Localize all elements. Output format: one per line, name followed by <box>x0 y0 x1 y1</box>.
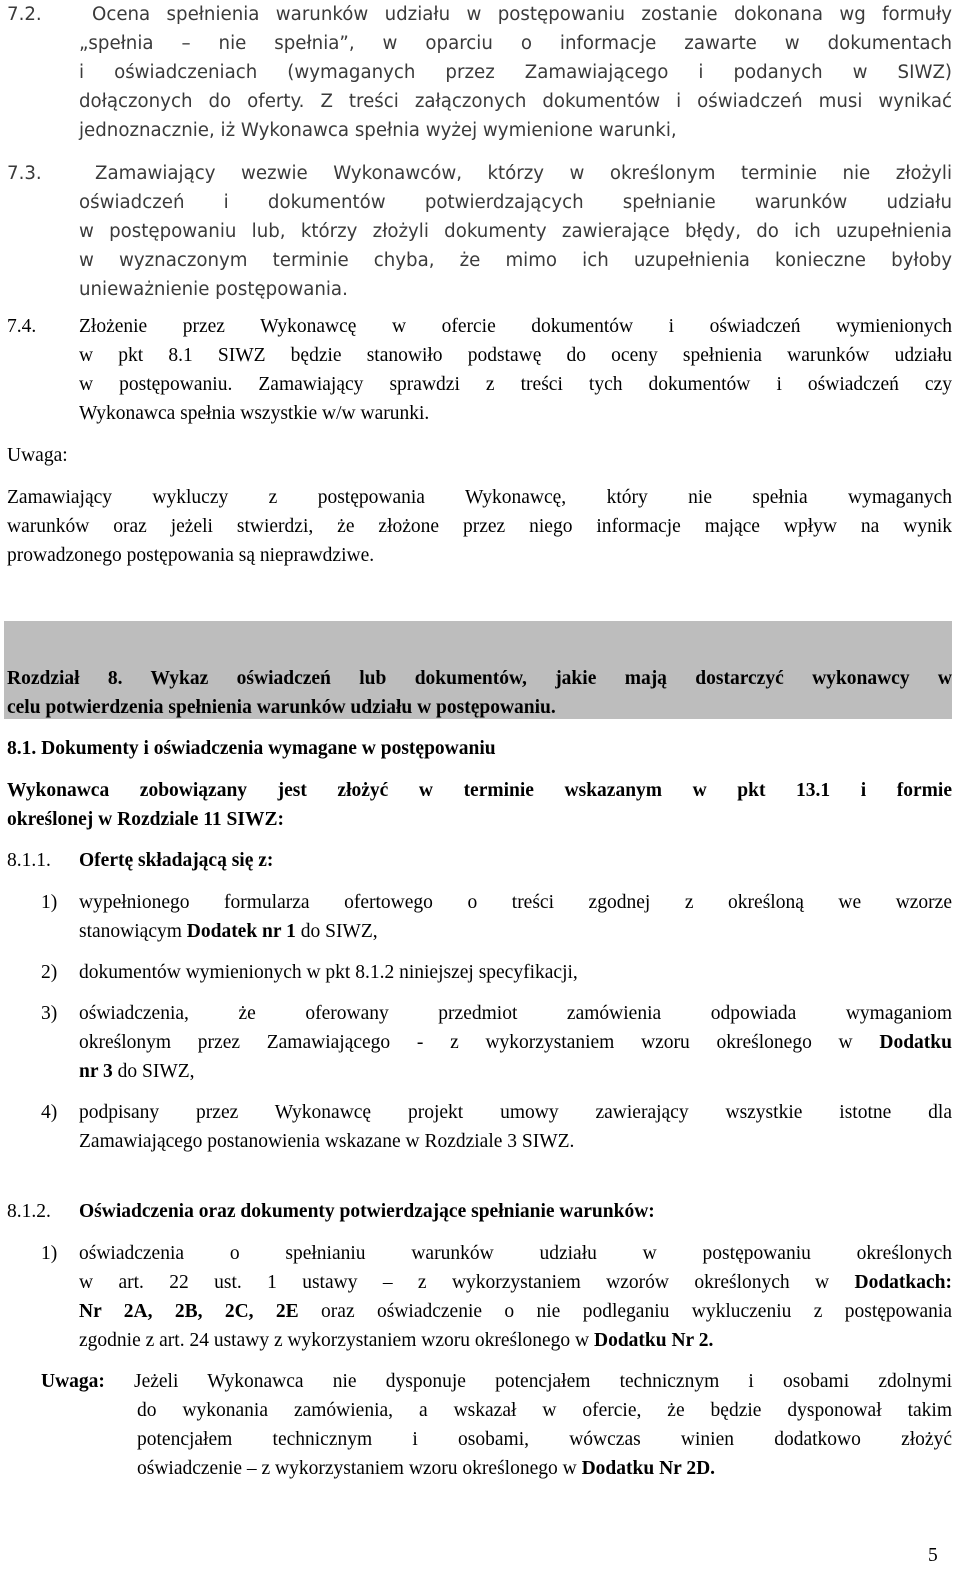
list-item-line: Zamawiającego postanowienia wskazane w Rozdziale 3 SIWZ. <box>79 1131 575 1152</box>
section-title: Ofertę składającą się z: <box>79 850 274 871</box>
section-heading: 8.1. Dokumenty i oświadczenia wymagane w postępowaniu <box>7 738 496 759</box>
list-item-line: zgodnie z art. 24 ustawy z wykorzystaniem wzoru określonego w Dodatku Nr 2. <box>79 1330 714 1351</box>
section-number: 7.3. <box>7 163 42 184</box>
paragraph-line: dołączonych do oferty. Z treści załączonych dokumentów i oświadczeń musi wynikać <box>79 91 952 112</box>
note-line: potencjałem technicznym i osobami, wówczas winien dodatkowo złożyć <box>137 1429 952 1450</box>
paragraph-line: Wykonawca spełnia wszystkie w/w warunki. <box>79 403 430 424</box>
list-number: 3) <box>41 1003 58 1024</box>
section-number: 8.1.2. <box>7 1201 51 1222</box>
paragraph-line: Wykonawca zobowiązany jest złożyć w terminie wskazanym w pkt 13.1 i formie <box>7 780 952 801</box>
list-item-line: dokumentów wymienionych w pkt 8.1.2 niniejszej specyfikacji, <box>79 962 578 983</box>
dodatek-ref: Dodatku Nr 2D. <box>581 1458 716 1479</box>
dodatek-ref: Nr 2A, 2B, 2C, 2E <box>79 1301 299 1322</box>
chapter-title-line: Rozdział 8. Wykaz oświadczeń lub dokumentów, jakie mają dostarczyć wykonawcy w <box>7 668 952 689</box>
paragraph-line: w wyznaczonym terminie chyba, że mimo ich uzupełnienia konieczne byłoby <box>79 250 952 271</box>
paragraph-line: oświadczeń i dokumentów potwierdzających spełnianie warunków udziału <box>79 192 952 213</box>
list-item-line: określonym przez Zamawiającego - z wykorzystaniem wzoru określonego w Dodatku <box>79 1032 952 1053</box>
note-line: oświadczenie – z wykorzystaniem wzoru określonego w Dodatku Nr 2D. <box>137 1458 716 1479</box>
section-number: 7.2. <box>7 4 42 25</box>
paragraph-line: w pkt 8.1 SIWZ będzie stanowiło podstawę do oceny spełnienia warunków udziału <box>79 345 952 366</box>
dodatek-ref: Dodatkach: <box>854 1272 952 1293</box>
paragraph-line: Zamawiający wykluczy z postępowania Wykonawcę, który nie spełnia wymaganych <box>7 487 952 508</box>
paragraph-line: prowadzonego postępowania są nieprawdziwe. <box>7 545 375 566</box>
paragraph-line: Zamawiający wezwie Wykonawców, którzy w określonym terminie nie złożyli <box>95 163 952 184</box>
list-number: 1) <box>41 1243 58 1264</box>
paragraph-line: unieważnienie postępowania. <box>79 279 348 300</box>
dodatek-ref: Dodatku Nr 2. <box>593 1330 714 1351</box>
paragraph-line: Ocena spełnienia warunków udziału w postępowaniu zostanie dokonana wg formuły <box>92 4 952 25</box>
chapter-title-line: celu potwierdzenia spełnienia warunków udziału w postępowaniu. <box>7 697 556 718</box>
paragraph-line: i oświadczeniach (wymaganych przez Zamawiającego i podanych w SIWZ) <box>79 62 952 83</box>
list-item-line: Nr 2A, 2B, 2C, 2E oraz oświadczenie o nie podleganiu wykluczeniu z postępowania <box>79 1301 952 1322</box>
paragraph-line: w postępowaniu lub, którzy złożyli dokumenty zawierające błędy, do ich uzupełnienia <box>79 221 952 242</box>
paragraph-line: warunków oraz jeżeli stwierdzi, że złożone przez niego informacje mające wpływ na wynik <box>7 516 952 537</box>
paragraph-line: Złożenie przez Wykonawcę w ofercie dokumentów i oświadczeń wymienionych <box>79 316 952 337</box>
list-item-line: nr 3 do SIWZ, <box>79 1061 195 1082</box>
list-item-line: w art. 22 ust. 1 ustawy – z wykorzystaniem wzorów określonych w Dodatkach: <box>79 1272 952 1293</box>
section-number: 7.4. <box>7 316 37 337</box>
dodatek-ref: nr 3 <box>79 1061 113 1082</box>
list-number: 4) <box>41 1102 58 1123</box>
list-number: 1) <box>41 892 58 913</box>
paragraph-line: określonej w Rozdziale 11 SIWZ: <box>7 809 284 830</box>
paragraph-line: jednoznacznie, iż Wykonawca spełnia wyżej wymienione warunki, <box>79 120 677 141</box>
section-number: 8.1.1. <box>7 850 51 871</box>
note-line: Jeżeli Wykonawca nie dysponuje potencjałem technicznym i osobami zdolnymi <box>134 1371 952 1392</box>
list-item-line: podpisany przez Wykonawcę projekt umowy zawierający wszystkie istotne dla <box>79 1102 952 1123</box>
paragraph-line: „spełnia – nie spełnia”, w oparciu o informacje zawarte w dokumentach <box>79 33 952 54</box>
note-label: Uwaga: <box>7 445 68 466</box>
note-label: Uwaga: <box>41 1371 105 1392</box>
dodatek-ref: Dodatku <box>879 1032 952 1053</box>
page-number: 5 <box>928 1545 938 1566</box>
list-item-line: oświadczenia, że oferowany przedmiot zamówienia odpowiada wymaganiom <box>79 1003 952 1024</box>
list-item-line: wypełnionego formularza ofertowego o treści zgodnej z określoną we wzorze <box>79 892 952 913</box>
list-item-line: oświadczenia o spełnianiu warunków udziału w postępowaniu określonych <box>79 1243 952 1264</box>
list-number: 2) <box>41 962 58 983</box>
section-title: Oświadczenia oraz dokumenty potwierdzające spełnianie warunków: <box>79 1201 655 1222</box>
paragraph-line: w postępowaniu. Zamawiający sprawdzi z treści tych dokumentów i oświadczeń czy <box>79 374 952 395</box>
note-line: do wykonania zamówienia, a wskazał w ofercie, że będzie dysponował takim <box>137 1400 952 1421</box>
list-item-line: stanowiącym Dodatek nr 1 do SIWZ, <box>79 921 378 942</box>
dodatek-ref: Dodatek nr 1 <box>186 921 296 942</box>
